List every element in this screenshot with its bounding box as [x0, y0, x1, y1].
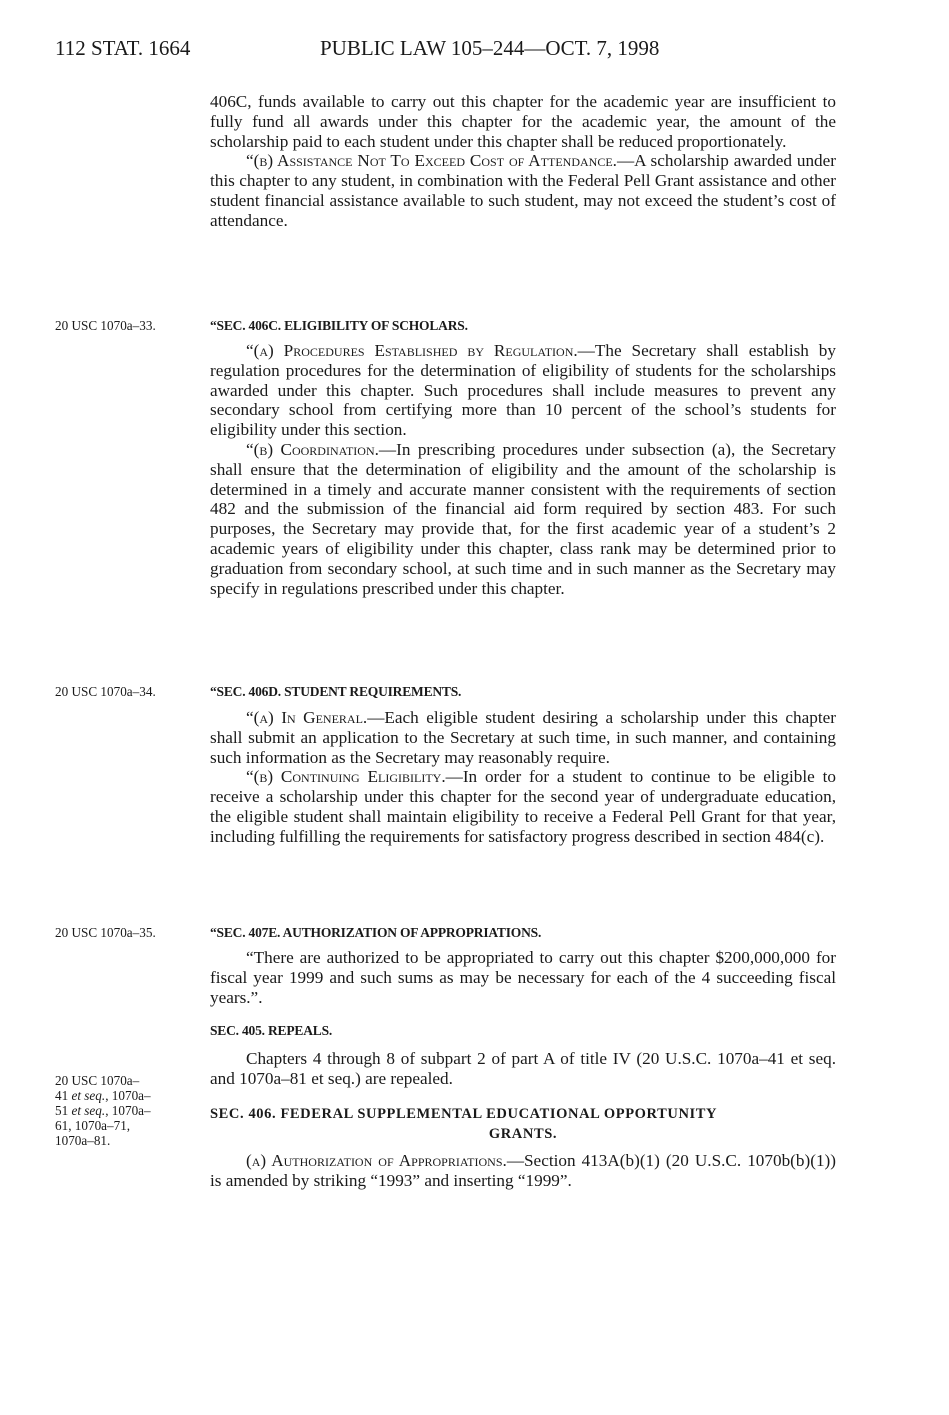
margin-citation-406d: 20 USC 1070a–34. — [55, 684, 156, 699]
paragraph-a-in-general — [210, 708, 836, 767]
subsection-text: —Section 413A(b)(1) (20 U.S.C. 1070b(b)(1)) is amended by striking “1993” and inserting “1999”. — [210, 1151, 836, 1190]
section-406-body — [210, 1151, 836, 1191]
section-405-body — [210, 1049, 836, 1089]
paragraph-authorization: “There are authorized to be appropriated to carry out this chapter $200,000,000 for fiscal year 1999 and such sums as may be necessary for each of the 4 succeeding fiscal years.”. — [210, 948, 836, 1007]
subsection-heading: (a) Authorization of Appropriations. — [246, 1151, 507, 1170]
paragraph-repeals: Chapters 4 through 8 of subpart 2 of part A of title IV (20 U.S.C. 1070a–41 et seq. and 1070a–81 et seq.) are repealed. — [210, 1049, 836, 1088]
margin-line: 20 USC 1070a– — [55, 1073, 140, 1088]
margin-citation-407e: 20 USC 1070a–35. — [55, 925, 156, 940]
section-heading-407e: “SEC. 407E. AUTHORIZATION OF APPROPRIATIONS. — [210, 925, 542, 940]
subsection-text: —Each eligible student desiring a scholarship under this chapter shall submit an application to the Secretary at such time, in such manner, and containing such information as the Secretary may reasonably require. — [210, 708, 837, 767]
subsection-heading: “(b) Continuing Eligibility. — [246, 767, 446, 787]
continuation-block — [210, 92, 836, 231]
paragraph-a-procedures — [210, 341, 836, 440]
section-heading-406 — [210, 1104, 836, 1144]
section-407e-body — [210, 948, 836, 1007]
paragraph-continued: 406C, funds available to carry out this chapter for the academic year are insufficient to fully fund all awards under this chapter for the academic year, the amount of the scholarship paid to each student under this chapter shall be reduced proportionately. — [210, 92, 836, 151]
page-header — [55, 36, 855, 66]
paragraph-b-coordination — [210, 440, 836, 598]
margin-citation-406c: 20 USC 1070a–33. — [55, 318, 156, 333]
statute-page-number: 112 STAT. 1664 — [55, 36, 191, 60]
subsection-heading: “(a) In General. — [246, 708, 368, 727]
subsection-heading: “(b) Assistance Not To Exceed Cost of Attendance. — [246, 151, 617, 171]
section-406d-body — [210, 708, 836, 847]
subsection-text: —In order for a student to continue to be eligible to receive a scholarship under this chapter for the second year of undergraduate education, the eligible student shall maintain eligibility to receive a Federal Pell Grant for that year, including fulfilling the requirements for satisfactory progress described in section 484(c). — [210, 767, 836, 846]
margin-line: 41 et seq., 1070a– — [55, 1088, 151, 1103]
public-law-title: PUBLIC LAW 105–244—OCT. 7, 1998 — [320, 36, 660, 60]
section-heading-406c: “SEC. 406C. ELIGIBILITY OF SCHOLARS. — [210, 318, 468, 333]
margin-line: 1070a–81. — [55, 1133, 111, 1148]
section-heading-405: SEC. 405. REPEALS. — [210, 1023, 333, 1038]
heading-line: SEC. 406. FEDERAL SUPPLEMENTAL EDUCATIONAL OPPORTUNITY — [210, 1106, 718, 1122]
subsection-text: —The Secretary shall establish by regulation procedures for the determination of eligibility of students for the scholarships awarded under this chapter. Such procedures shall include measures to prevent any secondary school from certifying more than 10 percent of the school’s students for eligibility under this section. — [210, 341, 836, 440]
subsection-heading: “(a) Procedures Established by Regulation. — [246, 341, 578, 360]
paragraph-b-continuing-eligibility — [210, 767, 836, 846]
section-heading-406d: “SEC. 406D. STUDENT REQUIREMENTS. — [210, 684, 462, 699]
section-406c-body — [210, 341, 836, 598]
paragraph-b-cost-of-attendance — [210, 151, 836, 230]
margin-line: 61, 1070a–71, — [55, 1118, 131, 1133]
margin-citation-405 — [55, 1073, 195, 1148]
paragraph-a-authorization — [210, 1151, 836, 1191]
margin-line: 51 et seq., 1070a– — [55, 1103, 151, 1118]
subsection-text: —A scholarship awarded under this chapter to any student, in combination with the Federal Pell Grant assistance and other student financial assistance available to such student, may not exceed the student’s cost of attendance. — [210, 151, 837, 230]
subsection-text: —In prescribing procedures under subsection (a), the Secretary shall ensure that the determination of eligibility and the amount of the scholarship is determined in a timely and accurate manner consistent with the requirements of section 482 and the submission of the financial aid form required by section 483. For such purposes, the Secretary may provide that, for the first academic year of a student’s 2 academic years of eligibility under this chapter, class rank may be determined prior to graduation from secondary school, at such time and in such manner as the Secretary may specify in regulations prescribed under this chapter. — [210, 439, 836, 598]
subsection-heading: “(b) Coordination. — [246, 439, 379, 459]
heading-line: GRANTS. — [488, 1126, 558, 1142]
